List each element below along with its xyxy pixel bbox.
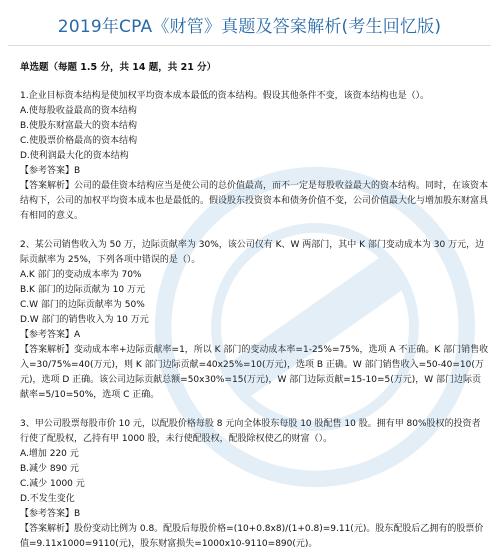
document-body bbox=[0, 60, 499, 552]
q3-option-a: A.增加 220 元 bbox=[20, 449, 79, 459]
q2-answer: 【参考答案】A bbox=[20, 330, 81, 340]
q3-explanation: 【答案解析】股份变动比例为 0.8。配股后每股价格=(10+0.8x8)/(1+0.8)=9.11(元)。股东配股后乙拥有的股票价值=9.11x1000=9110(元)，股东财富损失=1000x10-9110=890(元)。 bbox=[20, 524, 484, 549]
q2-option-c: C.W 部门的边际贡献率为 50% bbox=[20, 300, 145, 310]
q2-option-a: A.K 部门的变动成本率为 70% bbox=[20, 270, 142, 280]
q3-option-c: C.减少 1000 元 bbox=[20, 479, 85, 489]
question-1 bbox=[20, 89, 489, 224]
title-divider bbox=[8, 45, 491, 46]
section-heading: 单选题（每题 1.5 分，共 14 题，共 21 分） bbox=[20, 62, 217, 73]
q2-explanation: 【答案解析】变动成本率+边际贡献率=1，所以 K 部门的变动成本率=1-25%=75%，选项 A 不正确。K 部门销售收入=30/75%=40(万元)，则 K 部门边际贡献=40x25%=10(万元)，选项 B 正确。W 部门销售收入=50-40=10(万元)，选项 D 正确。该公司边际贡献总额=50x30%=15(万元)，W 部门边际贡献=15-10=5(万元)，W 部门边际贡献率=5/10=50%，选项 C 正确。 bbox=[20, 345, 489, 400]
q2-option-b: B.K 部门的边际贡献为 10 万元 bbox=[20, 285, 145, 295]
q3-stem: 3、甲公司股票每股市价 10 元，以配股价格每股 8 元向全体股东每股 10 股配售 10 股。拥有甲 80%股权的投资者行使了配股权，乙持有甲 1000 股，未行使配股权，配股除权使乙的财富（）。 bbox=[20, 419, 481, 444]
q1-answer: 【参考答案】B bbox=[20, 166, 81, 176]
q1-explanation: 【答案解析】公司的最佳资本结构应当是使公司的总价值最高，而不一定是每股收益最大的资本结构。同时，在该资本结构下，公司的加权平均资本成本也是最低的。假设股东投资资本和债务价值不变，公司价值最大化与增加股东财富具有相同的意义。 bbox=[20, 181, 489, 221]
q3-option-d: D.不发生变化 bbox=[20, 494, 75, 504]
q3-option-b: B.减少 890 元 bbox=[20, 464, 79, 474]
q1-option-c: C.使股票价格最高的资本结构 bbox=[20, 136, 138, 146]
q1-stem: 1.企业目标资本结构是使加权平均资本成本最低的资本结构。假设其他条件不变，该资本结构也是（）。 bbox=[20, 91, 430, 101]
q1-option-a: A.使每股收益最高的资本结构 bbox=[20, 106, 137, 116]
q2-stem: 2、某公司销售收入为 50 万，边际贡献率为 30%，该公司仅有 K、W 两部门，其中 K 部门变动成本为 30 万元，边际贡献率为 25%，下列各项中错误的是（）。 bbox=[20, 240, 485, 265]
question-2 bbox=[20, 238, 489, 403]
page-title: 2019年CPA《财管》真题及答案解析(考生回忆版) bbox=[57, 17, 442, 37]
q1-option-d: D.使利润最大化的资本结构 bbox=[20, 151, 129, 161]
q2-option-d: D.W 部门的销售收入为 10 万元 bbox=[20, 315, 149, 325]
question-3 bbox=[20, 417, 489, 552]
q3-answer: 【参考答案】B bbox=[20, 509, 81, 519]
q1-option-b: B.使股东财富最大的资本结构 bbox=[20, 121, 138, 131]
